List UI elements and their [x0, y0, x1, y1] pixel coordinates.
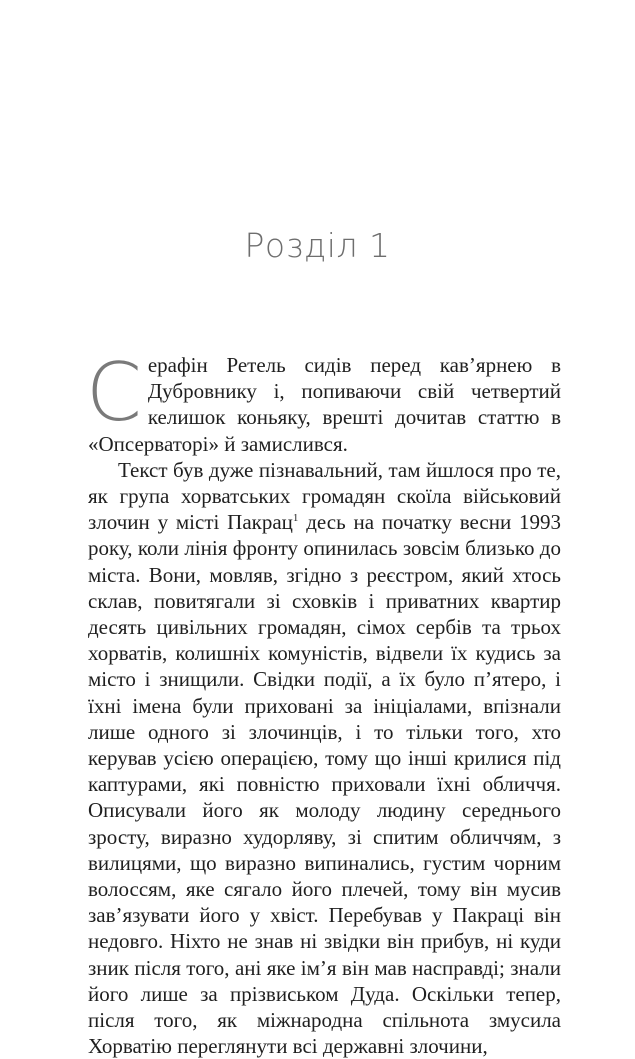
paragraph-main — [88, 457, 561, 1059]
paragraph-opening — [86, 346, 561, 457]
paragraph-opening-text: ерафін Ретель сидів перед кав’ярнею в Дубровнику і, попиваючи свій четвертий келишок коньяку, врешті дочитав статтю в «Опсерваторі» й замислився. — [88, 353, 561, 456]
footnote-reference[interactable]: 1 — [292, 512, 299, 525]
chapter-title: Розділ 1 — [244, 226, 391, 265]
drop-cap-letter: С — [86, 346, 142, 439]
paragraph-main-text-rest: десь на початку весни 1993 року, коли лінія фронту опинилась зовсім близько до міста. Вони, мовляв, згідно з реєстром, який хтось склав, повитягали зі сховків і приватних квартир десять цивільних громадян, сімох сербів та трьох хорватів, колишніх комуністів, відвели їх кудись за місто і знищили. Свідки події, а їх було п’ятеро, і їхні імена були приховані за ініціалами, впізнали лише одного зі злочинців, і то тільки того, хто керував усією операцією, тому що інші крилися під каптурами, які повністю приховали їхні обличчя. Описували його як молоду людину середнього зросту, виразно худорляву, зі спитим обличчям, з вилицями, що виразно випинались, густим чорним волоссям, яке сягало його плечей, тому він мусив зав’язувати його у хвіст. Перебував у Пакраці він недовго. Ніхто не знав ні звідки він прибув, ні куди зник після того, ані яке ім’я він мав насправді; знали його лише за прізвиськом Дуда. Оскільки тепер, після того, як міжнародна спільнота змусила Хорватію переглянути всі державні злочини, — [88, 510, 561, 1059]
chapter-body — [86, 346, 561, 1059]
paragraph-main-text-start: Текст був дуже пізнавальний, там йшлося про те, як група хорватських громадян скоїла військовий злочин у місті Пакрац — [88, 457, 561, 535]
